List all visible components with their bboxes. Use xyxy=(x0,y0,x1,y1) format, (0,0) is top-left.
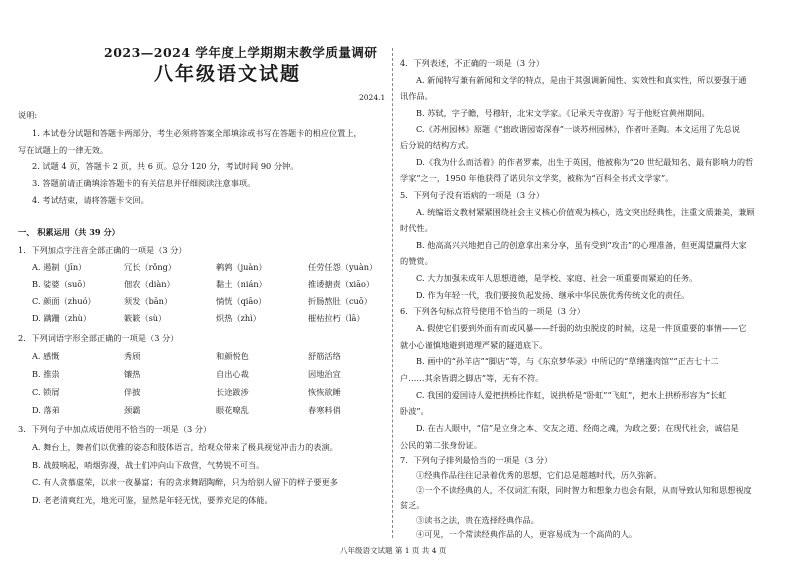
option-line: D.《我为什么而活着》的作者罗素，出生于英国，他被称为“20 世纪最知名、最有影响力的哲 xyxy=(416,157,754,167)
option-line: 户……其余皆谓之脚店”等，无有不符。 xyxy=(400,373,544,383)
option-cell: B. 推祟 xyxy=(32,369,60,379)
option-line: ①经典作品往往记录着优秀的思想，它们总是超越时代，历久弥新。 xyxy=(416,470,662,480)
option-cell: 任劳任怨（yuàn） xyxy=(308,262,378,272)
option-line: 讯作品。 xyxy=(400,91,433,101)
option-row xyxy=(32,296,400,306)
option-line: C. 有人贪慕虚荣，以求一夜暴富；有的贪求舞蹈陶醉，只为给别人留下的样子要更多 xyxy=(32,477,338,487)
option-cell: 黏土（nián） xyxy=(216,279,267,289)
option-row xyxy=(32,262,400,272)
option-line: A. 新闻特写兼有新闻和文学的特点，是由于其强调新闻性、实效性和真实性，所以要强于通 xyxy=(416,75,747,85)
option-line: A. 统编语文教材紧紧围绕社会主义核心价值观为核心，选文突出经典性，注重文质兼美，兼顾 xyxy=(416,207,755,217)
option-cell: 自出心裁 xyxy=(216,369,249,379)
option-row xyxy=(32,351,400,361)
option-cell: 和颜悦色 xyxy=(216,351,249,361)
question-stem: 5．下列句子没有语病的一项是（3 分） xyxy=(400,190,545,200)
question-stem: 6．下列各句标点符号使用不恰当的一项是（3 分） xyxy=(400,306,585,316)
question-stem: 4．下列表述，不正确的一项是（3 分） xyxy=(400,58,545,68)
option-line: D. 老老清爽红光，地光可鉴，显然是年轻无忧，要养充足的体能。 xyxy=(32,495,273,505)
option-cell: 惝恍（qiāo） xyxy=(216,296,267,306)
option-cell: 鹌鹑（juàn） xyxy=(216,262,267,272)
option-row xyxy=(32,405,400,415)
question-stem: 1．下列加点字注音全部正确的一项是（3 分） xyxy=(18,245,187,255)
question-stem: 3．下列句子中加点成语使用不恰当的一项是（3 分） xyxy=(18,424,212,434)
option-line: 公民的第二张身份证。 xyxy=(400,440,482,450)
option-cell: C. 颜面（zhuó） xyxy=(32,296,96,306)
option-row xyxy=(32,387,400,397)
option-line: A. 舞台上，舞者们以优雅的姿态和肢体语言，给观众带来了极具视觉冲击力的表演。 xyxy=(32,442,338,452)
option-line: 贫乏。 xyxy=(400,500,425,510)
option-cell: 长途跋涉 xyxy=(216,387,249,397)
exam-subtitle: 八年级语文试题 xyxy=(154,63,302,85)
option-line: 时代性。 xyxy=(400,223,433,233)
option-cell: 摧枯拉朽（lā） xyxy=(308,313,365,323)
option-cell: 佃农（diàn） xyxy=(124,279,175,289)
option-cell: A. 感慨 xyxy=(32,351,60,361)
instructions-heading: 说明: xyxy=(18,110,38,120)
instruction-line: 2. 试题 4 页，答题卡 2 页，共 6 页。总分 120 分，考试时间 90 分钟。 xyxy=(32,161,299,171)
option-cell: A. 遏制（jīn） xyxy=(32,262,87,272)
option-cell: 折肠熬肚（cuō） xyxy=(308,296,372,306)
question-stem: 7．下列句子排列最恰当的一项是（3 分） xyxy=(400,455,553,465)
instruction-line: 4. 考试结束，请将答题卡交回。 xyxy=(32,195,149,205)
question-stem: 2．下列词语字形全部正确的一项是（3 分） xyxy=(18,333,179,343)
option-line: C.《苏州园林》原题《“拙政谐园寄深春”一谈苏州园林》，作者叶圣陶。本文运用了先总说 xyxy=(416,124,740,134)
option-cell: C. 锁屑 xyxy=(32,387,60,397)
option-cell: 舒筋活络 xyxy=(308,351,341,361)
option-line: B. 苏轼，字子瞻，号穆轩，北宋文学家。《记承天寺夜游》写于他贬官黄州期间。 xyxy=(416,108,710,118)
option-cell: 推诿搪责（xiāo） xyxy=(308,279,375,289)
option-line: ④可见，一个常读经典作品的人，更容易成为一个高尚的人。 xyxy=(416,529,638,539)
instruction-line: 3. 答题前请正确填涂答题卡的有关信息并仔细阅读注意事项。 xyxy=(32,178,256,188)
page-footer: 八年级语文试题 第 1 页 共 4 页 xyxy=(340,546,447,555)
option-line: B. 战鼓响起，哨烟弥漫，战士们冲向山下敌营，气势锐不可当。 xyxy=(32,460,265,470)
option-line: ②一个不读经典的人，不仅词汇有限，同时智力和想象力也会有限，从而导致认知和思想视度 xyxy=(416,485,752,495)
option-cell: 冗长（rǒng） xyxy=(124,262,177,272)
option-line: C. 大力加强未成年人思想道德，是学校、家庭、社会一项重要而紧迫的任务。 xyxy=(416,273,698,283)
exam-date: 2024.1 xyxy=(359,93,386,102)
option-line: A. 假使它们要到外面有而或风暴——纤弱的幼虫脱皮的时候，这是一件顶重要的事情——它 xyxy=(416,323,747,333)
option-line: B. 画中的“孙羊店”“脚店”等，与《东京梦华录》中所记的“草缮篷肉馆”“正吉七十二 xyxy=(416,356,719,366)
option-line: 学家”之一，1950 年他获得了诺贝尔文学奖，被称为“百科全书式文学家”。 xyxy=(400,173,674,183)
option-line: D. 在古人眼中，“信”是立身之本、交友之道、经商之魂，为政之要；在现代社会，诚信是 xyxy=(416,423,739,433)
section-heading: 一、 积累运用（共 39 分） xyxy=(18,227,120,237)
option-cell: 伴披 xyxy=(124,387,141,397)
option-row xyxy=(32,369,400,379)
option-cell: B. 娑婆（suō） xyxy=(32,279,91,289)
option-cell: 恢恢欲睡 xyxy=(308,387,341,397)
option-cell: 因地治宜 xyxy=(308,369,341,379)
option-cell: 春寒料俏 xyxy=(308,405,341,415)
option-line: B. 他高高兴兴地把自己的创意拿出来分享，虽有受到“攻击”的心理准备，但更渴望赢得大家 xyxy=(416,240,747,250)
option-cell: 颈霸 xyxy=(124,405,141,415)
instruction-line: 1. 本试卷分试题和答题卡两部分，考生必须将答案全部填涂或书写在答题卡的相应位置上， xyxy=(32,128,362,138)
option-line: 的赞赏。 xyxy=(400,256,433,266)
option-cell: 眼花嘹乱 xyxy=(216,405,249,415)
option-line: 卧波”。 xyxy=(400,406,429,416)
option-cell: 镶热 xyxy=(124,369,141,379)
option-cell: 簌簌（sù） xyxy=(124,313,167,323)
option-line: ③读书之法，贵在选择经典作品。 xyxy=(416,515,539,525)
option-row xyxy=(32,279,400,289)
option-cell: 须发（bān） xyxy=(124,296,173,306)
instruction-line: 写在试题上的一律无效。 xyxy=(18,145,109,155)
option-line: 就小心谨慎地避到道理严紧的隧道底下。 xyxy=(400,340,548,350)
column-divider xyxy=(392,48,394,538)
option-cell: 炽热（zhì） xyxy=(216,313,261,323)
exam-title: 2023—2024 学年度上学期期末教学质量调研 xyxy=(104,45,378,60)
option-cell: D. 落弟 xyxy=(32,405,60,415)
option-row xyxy=(32,313,400,323)
option-line: D. 作为年轻一代，我们要接负起发扬、继承中华民族优秀传统文化的责任。 xyxy=(416,290,690,300)
option-line: 后分说的结构方式。 xyxy=(400,140,474,150)
option-cell: D. 蹒跚（zhù） xyxy=(32,313,92,323)
option-line: C. 我国的爱国诗人爱把拱桥比作虹，说拱桥是“卧虹”“飞虹”，把水上拱桥形容为“长虹 xyxy=(416,390,727,400)
option-cell: 秀颀 xyxy=(124,351,141,361)
